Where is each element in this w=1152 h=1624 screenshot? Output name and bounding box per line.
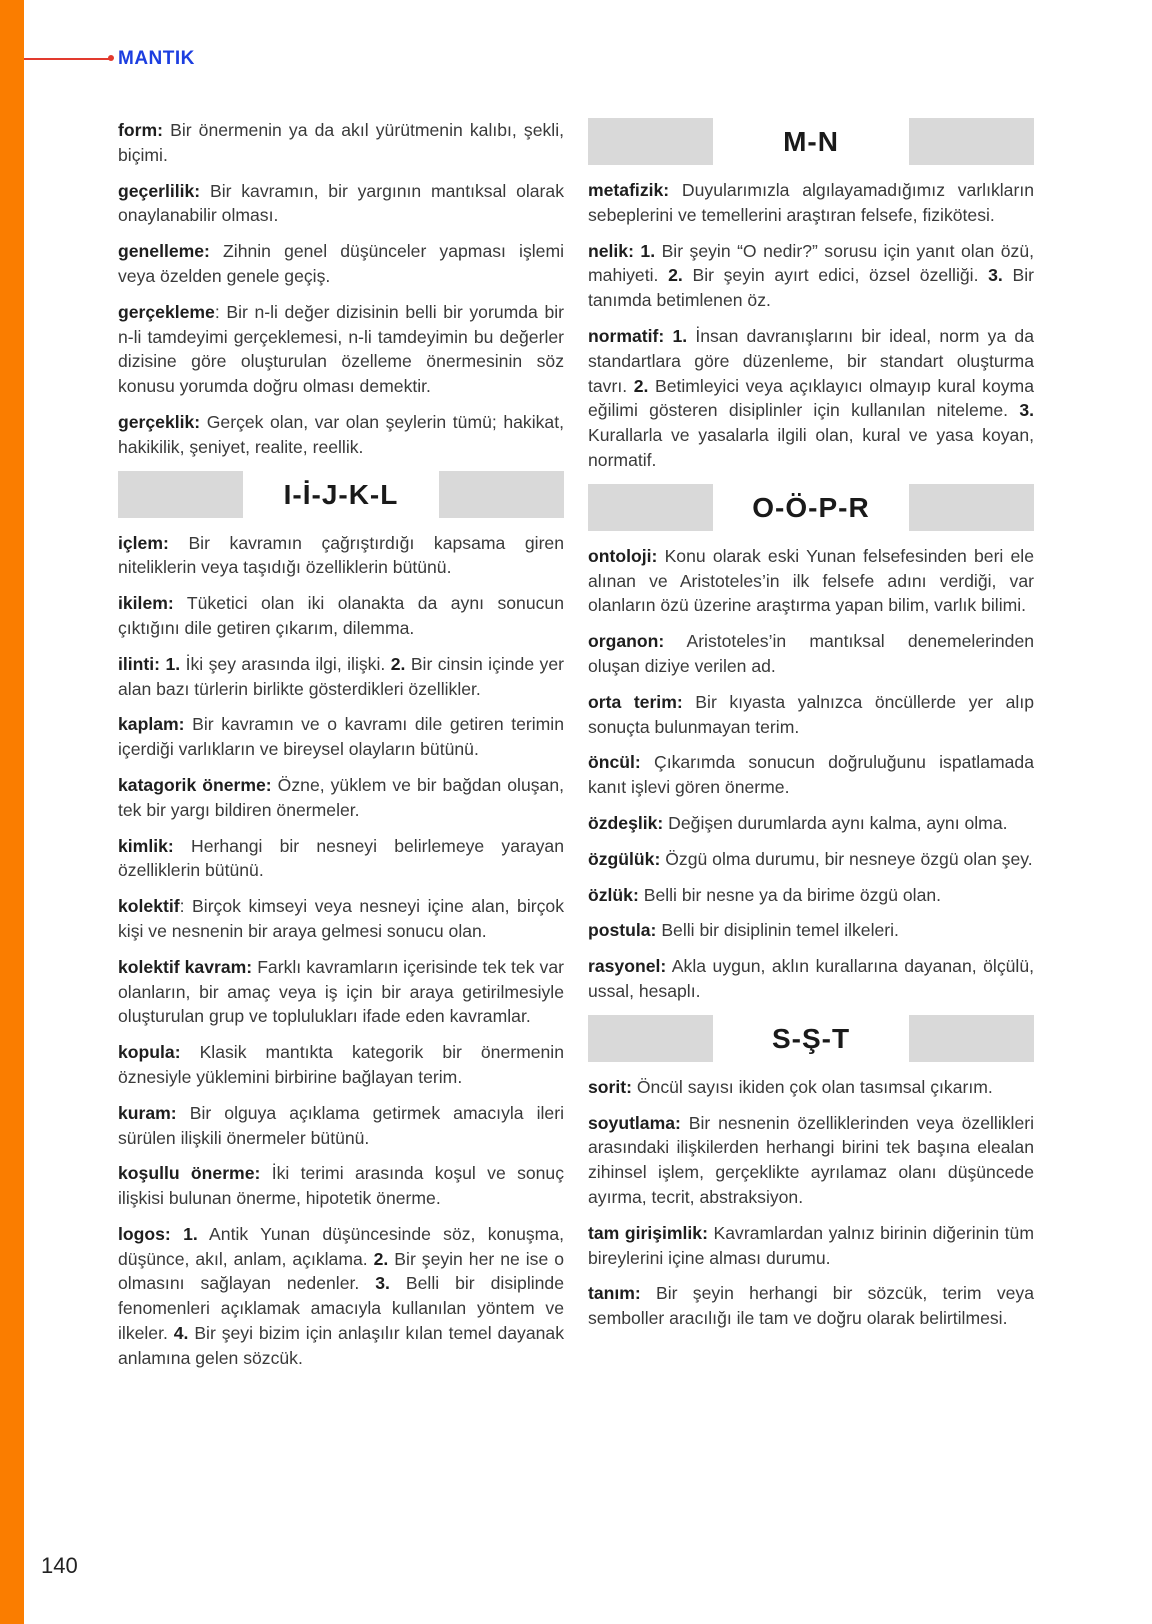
glossary-definition: Bir tanımda betimlenen öz. [588, 265, 1035, 311]
glossary-term: özdeşlik: [588, 812, 664, 833]
glossary-entry [118, 1222, 564, 1371]
entry-list [588, 544, 1034, 1004]
glossary-definition: Belli bir disiplinin temel ilkeleri. [661, 920, 899, 941]
definition-number: 1. [672, 325, 688, 346]
definition-number: 3. [375, 1273, 390, 1294]
glossary-term: logos: [118, 1223, 171, 1244]
glossary-term: kopula: [118, 1042, 181, 1063]
glossary-term: özlük: [588, 884, 639, 905]
glossary-definition: Belli bir disiplinde fenomenleri açıklamak amacıyla kullanılan yöntem ve ilkeler. [118, 1273, 564, 1344]
glossary-term: kolektif [118, 896, 180, 917]
glossary-definition: Bir kavramın çağrıştırdığı kapsama giren niteliklerin veya taşıdığı özelliklerin bütünü. [118, 532, 564, 578]
glossary-term: postula: [588, 920, 657, 941]
glossary-term: rasyonel: [588, 956, 667, 977]
section-header-label: M-N [783, 126, 839, 157]
glossary-term: gerçekleme [118, 301, 215, 322]
definition-number: 3. [988, 265, 1003, 286]
glossary-term: ilinti: [118, 653, 161, 674]
glossary-definition: Betimleyici veya açıklayıcı olmayıp kural koyma eğilimi gösteren disiplinler için kullanılan niteleme. [588, 375, 1034, 421]
glossary-definition: Kavramlardan yalnız birinin diğerinin tüm bireylerini içine alması durumu. [588, 1222, 1034, 1268]
glossary-term: organon: [588, 631, 665, 652]
glossary-definition: Bir önermenin ya da akıl yürütmenin kalıbı, şekli, biçimi. [118, 120, 565, 165]
glossary-term: kaplam: [118, 714, 185, 735]
definition-number: 2. [633, 375, 649, 396]
glossary-term: ontoloji: [588, 545, 658, 566]
glossary-definition: Özgü olma durumu, bir nesneye özgü olan şey. [665, 848, 1033, 869]
glossary-entry [588, 883, 1034, 908]
glossary-entry [588, 1111, 1034, 1210]
definition-number: 4. [173, 1323, 189, 1344]
glossary-definition: İki terimi arasında koşul ve sonuç ilişkisi bulunan önerme, hipotetik önerme. [118, 1163, 565, 1209]
glossary-entry [118, 118, 564, 168]
glossary-definition: Klasik mantıkta kategorik bir önermenin öznesiyle yüklemini birbirine bağlayan terim. [118, 1042, 565, 1087]
glossary-term: gerçeklik: [118, 411, 201, 432]
glossary-entry [588, 629, 1034, 679]
glossary-term: genelleme: [118, 241, 210, 262]
glossary-definition: Belli bir nesne ya da birime özgü olan. [643, 884, 942, 905]
glossary-entry [118, 239, 564, 289]
glossary-definition: Bir kıyasta yalnızca öncüllerde yer alıp sonuçta bulunmayan terim. [588, 691, 1034, 737]
glossary-term: içlem: [118, 532, 169, 553]
glossary-term: sorit: [588, 1076, 632, 1097]
glossary-entry [118, 1101, 564, 1151]
glossary-definition: Antik Yunan düşüncesinde söz, konuşma, düşünce, akıl, anlam, açıklama. [118, 1223, 564, 1269]
glossary-term: soyutlama: [588, 1112, 681, 1133]
glossary-definition: Bir cinsin içinde yer alan bazı türlerin birlikte gösterdikleri özellikler. [118, 653, 565, 699]
glossary-entry [118, 773, 564, 823]
right-column [588, 118, 1034, 1342]
definition-number: 2. [668, 265, 683, 286]
entry-list [118, 531, 564, 1371]
section-header-box-left [588, 484, 713, 531]
definition-number: 1. [183, 1223, 198, 1244]
glossary-term: katagorik önerme: [118, 774, 272, 795]
glossary-entry [118, 591, 564, 641]
glossary-entry [118, 179, 564, 229]
glossary-definition: Duyularımızla algılayamadığımız varlıkların sebeplerini ve temellerini araştıran felsefe, fizikötesi. [588, 180, 1035, 225]
glossary-term: kolektif kavram: [118, 956, 253, 977]
glossary-definition: Bir şeyin “O nedir?” sorusu için yanıt olan özü, mahiyeti. [588, 240, 1035, 286]
glossary-definition: Bir şeyin ayırt edici, özsel özelliği. [682, 265, 989, 286]
glossary-entry [118, 712, 564, 762]
glossary-definition: Özne, yüklem ve bir bağdan oluşan, tek bir yargı bildiren önermeler. [118, 774, 564, 820]
glossary-term: tanım: [588, 1283, 641, 1304]
entry-list [118, 118, 564, 460]
glossary-term: koşullu önerme: [118, 1163, 261, 1184]
section-header-box-left [118, 471, 243, 518]
glossary-definition: Kurallarla ve yasalarla ilgili olan, kural ve yasa koyan, normatif. [588, 425, 1034, 470]
glossary-definition: Gerçek olan, var olan şeylerin tümü; hakikat, hakikilik, şeniyet, realite, reellik. [118, 411, 564, 457]
glossary-term: metafizik: [588, 180, 670, 200]
glossary-term: nelik: [588, 240, 634, 261]
glossary-definition: Bir kavramın ve o kavramı dile getiren terimin içerdiği varlıkların ve bireysel olayların bütünü. [118, 714, 564, 760]
glossary-definition: : Birçok kimseyi veya nesneyi içine alan, birçok kişi ve nesnenin bir araya gelmesi sonucu olan. [118, 896, 564, 941]
section-header-box-left [588, 118, 713, 165]
section-header-box-right [909, 484, 1034, 531]
glossary-entry [588, 1075, 1034, 1100]
glossary-entry [588, 954, 1034, 1004]
glossary-definition: Akla uygun, aklın kurallarına dayanan, ölçülü, ussal, hesaplı. [588, 956, 1034, 1001]
section-header-label: O-Ö-P-R [752, 491, 870, 523]
running-header-title: MANTIK [118, 48, 195, 69]
glossary-definition: Çıkarımda sonucun doğruluğunu ispatlamada kanıt işlevi gören önerme. [588, 752, 1035, 798]
left-column [118, 118, 564, 1382]
glossary-definition: Bir şeyi bizim için anlaşılır kılan temel dayanak anlamına gelen sözcük. [118, 1323, 564, 1368]
glossary-entry [118, 300, 564, 399]
glossary-definition: Bir kavramın, bir yargının mantıksal olarak onaylanabilir olması. [118, 180, 564, 226]
glossary-definition: : Bir n-li değer dizisinin belli bir yorumda bir n-li tamdeyimi gerçeklemesi, n-li tamdeyimin bu değerler dizisine göre oluşturulan özelleme önermesinin söz konusu yorumda doğru olması demektir. [118, 301, 564, 397]
glossary-entry [588, 690, 1034, 740]
page-number: 140 [41, 1553, 78, 1578]
section-header-mn [588, 118, 1034, 166]
orange-side-bar [0, 0, 24, 1624]
glossary-entry [118, 1161, 564, 1211]
section-header-label: I-İ-J-K-L [283, 478, 399, 510]
section-header-box-left [588, 1015, 713, 1062]
glossary-entry [588, 811, 1034, 836]
glossary-definition: Bir şeyin her ne ise o olmasını sağlayan nedenler. [118, 1248, 564, 1294]
glossary-term: tam girişimlik: [588, 1222, 708, 1243]
glossary-term: kimlik: [118, 835, 174, 856]
glossary-entry [588, 1281, 1034, 1331]
glossary-definition: Herhangi bir nesneyi belirlemeye yarayan özelliklerin bütünü. [118, 835, 565, 881]
section-header-oopr [588, 484, 1034, 532]
glossary-entry [118, 410, 564, 460]
glossary-entry [118, 894, 564, 944]
glossary-term: orta terim: [588, 691, 683, 712]
glossary-definition: Zihnin genel düşünceler yapması işlemi veya özelden genele geçiş. [118, 241, 565, 286]
section-header-label: S-Ş-T [771, 1022, 851, 1054]
definition-number: 2. [390, 653, 406, 674]
glossary-term: özgülük: [588, 848, 661, 869]
glossary-definition: Bir olguya açıklama getirmek amacıyla ileri sürülen ilişkili önermeler bütünü. [118, 1102, 564, 1148]
section-header-ijkl [118, 471, 564, 519]
glossary-definition: Tüketici olan iki olanakta da aynı sonucun çıktığını dile getiren çıkarım, dilemma. [118, 593, 564, 638]
glossary-term: kuram: [118, 1102, 177, 1123]
glossary-definition: İnsan davranışlarını bir ideal, norm ya da standartlara göre düzenleme, bir standart oluşturma tavrı. [588, 325, 1034, 396]
glossary-entry [588, 239, 1034, 313]
glossary-entry [118, 955, 564, 1029]
glossary-term: ikilem: [118, 593, 174, 614]
entry-list [588, 178, 1034, 473]
definition-number: 3. [1019, 400, 1034, 421]
entry-list [588, 1075, 1034, 1331]
glossary-entry [588, 544, 1034, 618]
glossary-term: form: [118, 120, 163, 140]
definition-number: 1. [640, 240, 656, 261]
glossary-entry [118, 531, 564, 581]
definition-number: 1. [165, 653, 181, 674]
section-header-sst [588, 1015, 1034, 1063]
glossary-entry [588, 918, 1034, 943]
header-rule [24, 58, 111, 60]
glossary-term: geçerlilik: [118, 180, 201, 201]
glossary-definition: İki şey arasında ilgi, ilişki. [180, 653, 391, 674]
glossary-definition: Değişen durumlarda aynı kalma, aynı olma. [668, 812, 1008, 833]
glossary-entry [118, 834, 564, 884]
section-header-box-right [439, 471, 564, 518]
glossary-entry [588, 750, 1034, 800]
glossary-definition: Aristoteles’in mantıksal denemelerinden oluşan diziye verilen ad. [588, 631, 1035, 676]
glossary-entry [588, 324, 1034, 473]
glossary-entry [588, 178, 1034, 228]
glossary-definition: Konu olarak eski Yunan felsefesinden beri ele alınan ve Aristoteles’in ilk felsefe adını verdiği, var olanların özü üzerine araştırma yapan bilim, varlık bilimi. [588, 545, 1034, 616]
glossary-definition: Farklı kavramların içerisinde tek tek var olanların, bir amaç veya iş için bir araya getirilmesiyle oluşturulan grup ve toplulukları ifade eden kavramlar. [118, 956, 564, 1027]
glossary-definition: Öncül sayısı ikiden çok olan tasımsal çıkarım. [636, 1076, 993, 1097]
glossary-definition: Bir şeyin herhangi bir sözcük, terim veya semboller aracılığı ile tam ve doğru olarak belirtilmesi. [588, 1283, 1034, 1329]
glossary-entry [588, 847, 1034, 872]
glossary-entry [118, 652, 564, 702]
glossary-entry [588, 1221, 1034, 1271]
section-header-box-right [909, 118, 1034, 165]
definition-number: 2. [373, 1248, 389, 1269]
glossary-term: normatif: [588, 325, 665, 346]
glossary-definition: Bir nesnenin özelliklerinden veya özellikleri arasındaki ilişkilerden herhangi birini tek başına elealan zihinsel işlem, gerçeklikte ayrılamaz olanı düşüncede ayırma, tecrit, abstraksiyon. [588, 1112, 1034, 1207]
glossary-entry [118, 1040, 564, 1090]
glossary-term: öncül: [588, 752, 641, 773]
header-rule-dot [108, 55, 114, 61]
section-header-box-right [909, 1015, 1034, 1062]
